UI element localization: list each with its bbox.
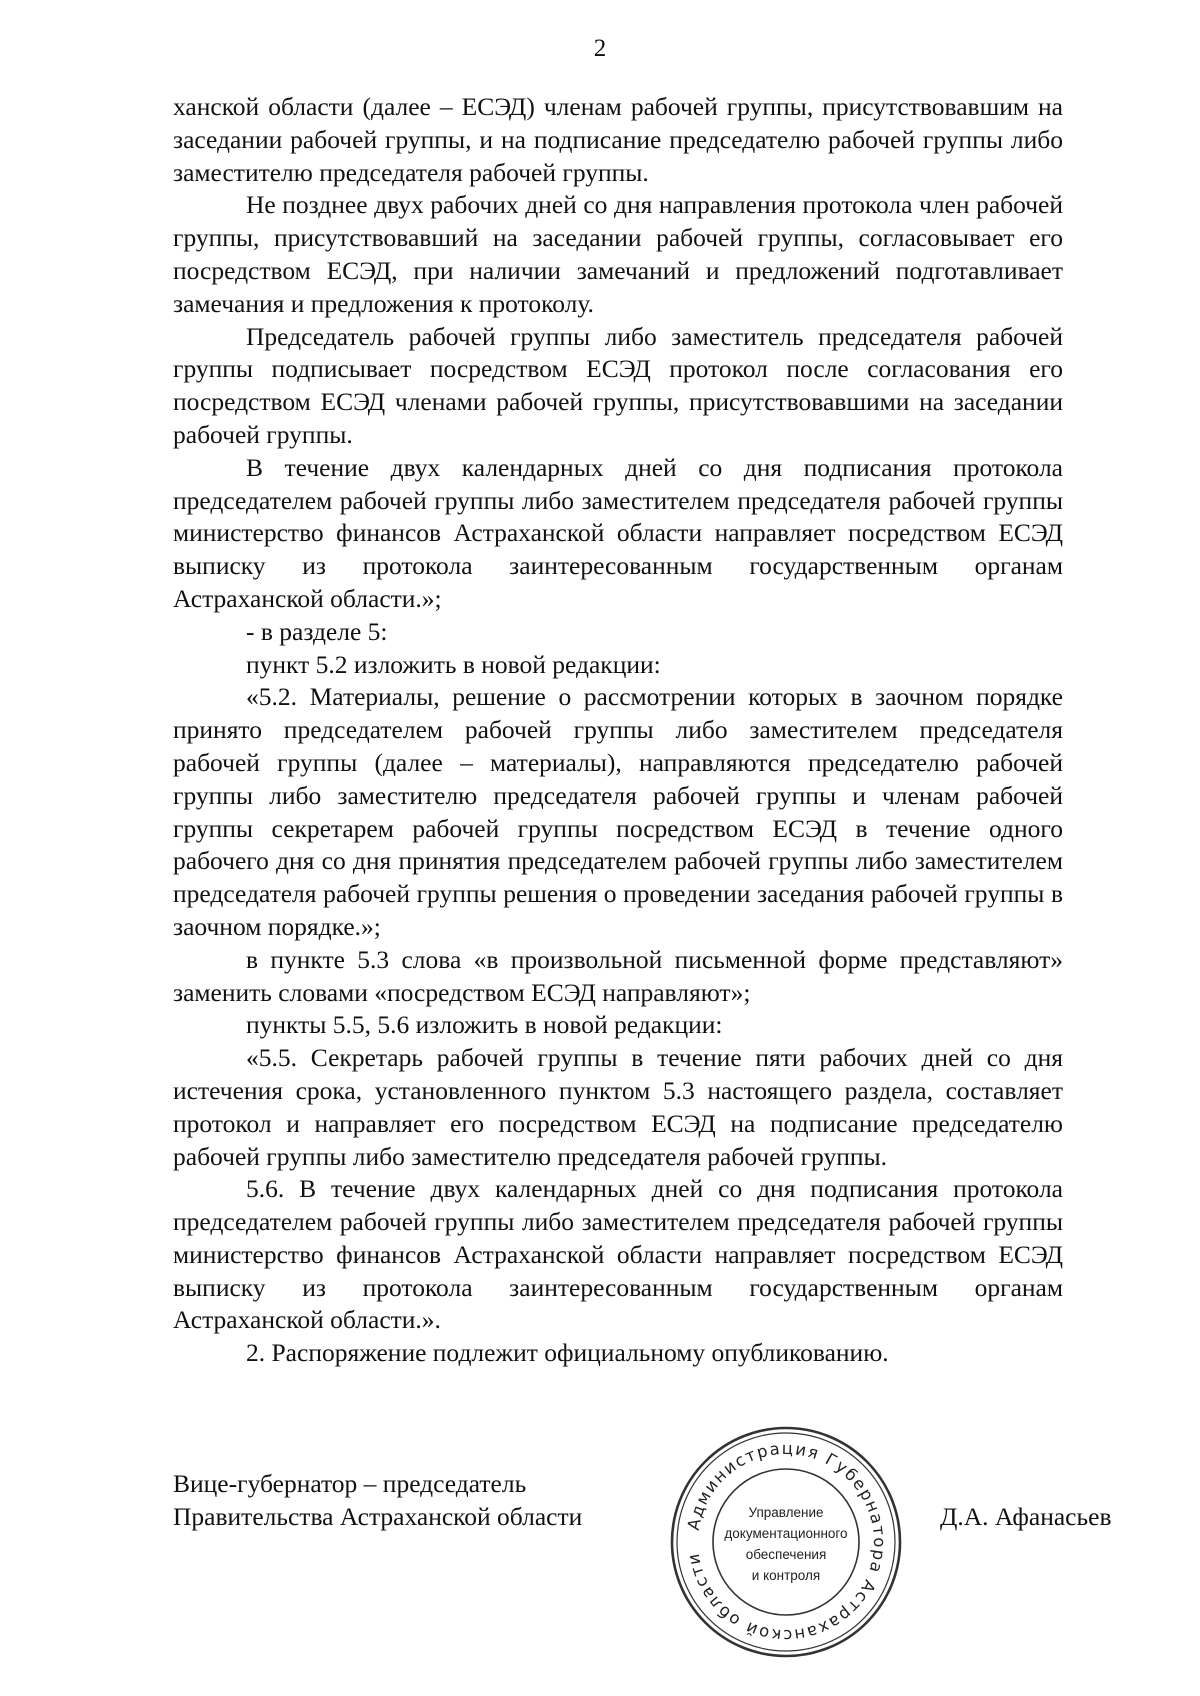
- paragraph: - в разделе 5:: [246, 616, 388, 646]
- paragraph: в пункте 5.3 слова «в произвольной письменной форме представляют» заменить словами «посредством ЕСЭД направляют»;: [173, 944, 1063, 1007]
- official-seal: [668, 1424, 904, 1660]
- paragraph: пункт 5.2 изложить в новой редакции:: [246, 649, 661, 679]
- seal-inner-ring: [713, 1469, 859, 1615]
- paragraph: «5.5. Секретарь рабочей группы в течение пяти рабочих дней со дня истечения срока, установленного пунктом 5.3 настоящего раздела, составляет протокол и направляет его посредством ЕСЭД на подписание председателю рабочей группы либо заместителю председателя рабочей группы.: [173, 1043, 1063, 1171]
- seal-ring-text: Администрация Губернатора Астраханской области: [683, 1438, 890, 1646]
- paragraph: пункты 5.5, 5.6 изложить в новой редакции:: [246, 1010, 723, 1040]
- document-body: [173, 91, 1063, 1370]
- seal-inner-text: документационного: [724, 1526, 848, 1541]
- page-number: 2: [593, 35, 607, 62]
- seal-inner-text: и контроля: [751, 1568, 821, 1583]
- seal-inner-text: обеспечения: [745, 1547, 827, 1562]
- paragraph: Председатель рабочей группы либо заместитель председателя рабочей группы подписывает посредством ЕСЭД протокол после согласования его посредством ЕСЭД членами рабочей группы, присутствовавшими на заседании рабочей группы.: [173, 321, 1063, 449]
- paragraph: «5.2. Материалы, решение о рассмотрении которых в заочном порядке принято председателем рабочей группы либо заместителем председателя рабочей группы (далее – материалы), направляются председателю рабочей группы либо заместителю председателя рабочей группы и членам рабочей группы секретарем рабочей группы посредством ЕСЭД в течение одного рабочего дня со дня принятия председателем рабочей группы либо заместителем председателя рабочей группы решения о проведении заседания рабочей группы в заочном порядке.»;: [173, 682, 1063, 941]
- paragraph: 2. Распоряжение подлежит официальному опубликованию.: [246, 1338, 889, 1368]
- paragraph: ханской области (далее – ЕСЭД) членам рабочей группы, присутствовавшим на заседании рабочей группы, и на подписание председателю рабочей группы либо заместителю председателя рабочей группы.: [173, 92, 1063, 187]
- signer-name: Д.А. Афанасьев: [940, 1502, 1112, 1531]
- paragraph: Не позднее двух рабочих дней со дня направления протокола член рабочей группы, присутствовавший на заседании рабочей группы, согласовывает его посредством ЕСЭД, при наличии замечаний и предложений подготавливает замечания и предложения к протоколу.: [173, 190, 1063, 318]
- signature-position: [173, 1468, 593, 1534]
- signer-position-line: Правительства Астраханской области: [173, 1501, 583, 1531]
- seal-outer-ring: [677, 1433, 895, 1651]
- paragraph: 5.6. В течение двух календарных дней со дня подписания протокола председателем рабочей группы либо заместителем председателя рабочей группы министерство финансов Астраханской области направляет посредством ЕСЭД выписку из протокола заинтересованным государственным органам Астраханской области.».: [173, 1174, 1063, 1335]
- seal-outer-ring: [672, 1428, 900, 1656]
- paragraph: В течение двух календарных дней со дня подписания протокола председателем рабочей группы либо заместителем председателя рабочей группы министерство финансов Астраханской области направляет посредством ЕСЭД выписку из протокола заинтересованным государственным органам Астраханской области.»;: [173, 452, 1063, 613]
- seal-inner-text: Управление: [748, 1505, 824, 1520]
- signer-position-line: Вице-губернатор – председатель: [173, 1469, 527, 1498]
